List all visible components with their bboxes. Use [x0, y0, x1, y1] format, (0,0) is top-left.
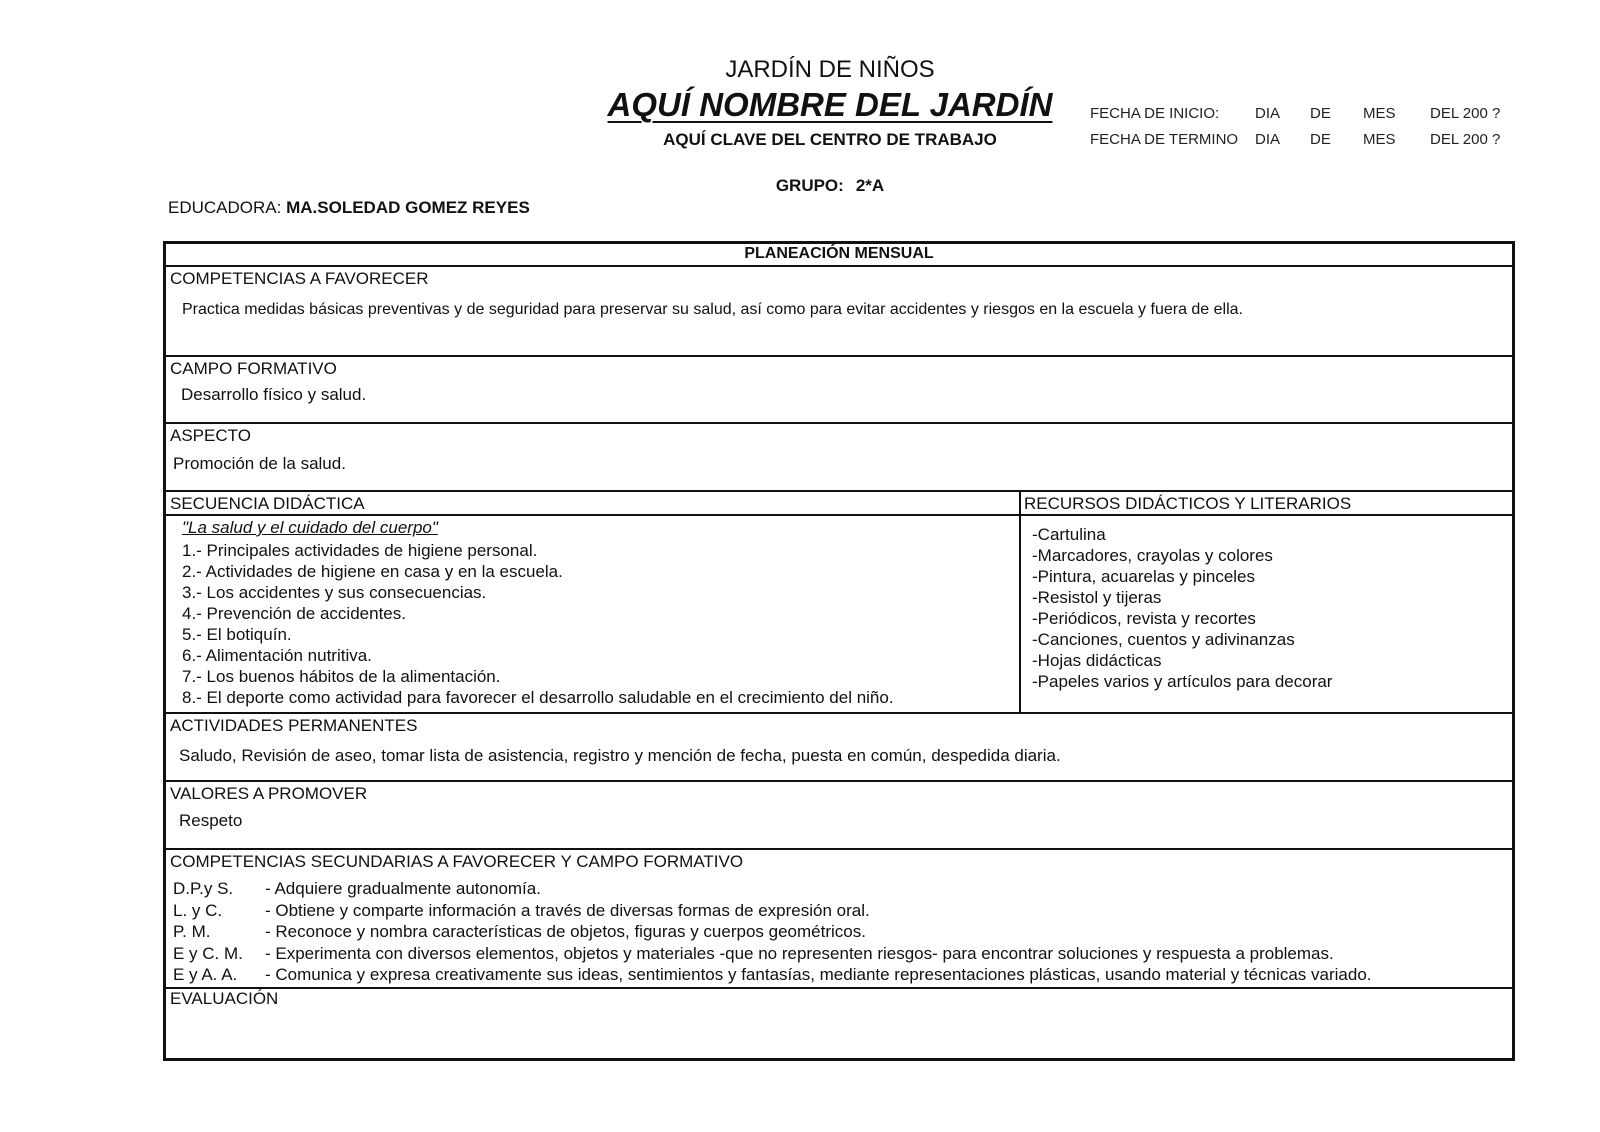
group-value: 2*A [855, 176, 885, 195]
teacher [168, 198, 530, 218]
campo-text: Desarrollo físico y salud. [181, 385, 367, 404]
list-item: 8.- El deporte como actividad para favorecer el desarrollo saludable en el crecimiento del niño. [182, 688, 894, 707]
teacher-name: MA.SOLEDAD GOMEZ REYES [286, 198, 530, 217]
school-name-text: AQUÍ NOMBRE DEL JARDÍN [607, 86, 1053, 123]
divider [166, 490, 1512, 492]
school-label: JARDÍN DE NIÑOS [725, 56, 935, 83]
list-item: -Papeles varios y artículos para decorar [1032, 672, 1333, 691]
aspecto-text: Promoción de la salud. [173, 454, 346, 473]
actividades-label: ACTIVIDADES PERMANENTES [170, 716, 418, 735]
school-code: AQUÍ CLAVE DEL CENTRO DE TRABAJO [663, 130, 997, 149]
end-date-row [1090, 131, 1510, 151]
field-code: P. M. [173, 922, 211, 941]
actividades-text: Saludo, Revisión de aseo, tomar lista de asistencia, registro y mención de fecha, puesta en común, despedida diaria. [179, 746, 1061, 765]
divider [166, 712, 1512, 714]
start-month: MES [1363, 105, 1396, 122]
start-date-label: FECHA DE INICIO: [1090, 105, 1220, 122]
divider [166, 848, 1512, 850]
field-code: L. y C. [173, 900, 223, 920]
valores-text: Respeto [179, 811, 243, 830]
field-code: E y A. A. [173, 965, 238, 984]
competence-text: - Obtiene y comparte información a través de diversas formas de expresión oral. [265, 900, 870, 920]
list-item [173, 878, 1372, 900]
end-de: DE [1310, 131, 1331, 148]
end-day: DIA [1255, 131, 1281, 148]
teacher-label: EDUCADORA: [168, 198, 282, 217]
list-item [173, 900, 1372, 922]
school-name [560, 86, 1100, 124]
field-code: E y C. M. [173, 943, 243, 963]
start-de: DE [1310, 105, 1331, 122]
list-item: -Periódicos, revista y recortes [1032, 609, 1256, 628]
list-item: -Pintura, acuarelas y pinceles [1032, 567, 1256, 586]
list-item: -Hojas didácticas [1032, 651, 1162, 670]
secuencia-topic-text: "La salud y el cuidado del cuerpo" [182, 518, 438, 537]
campo-label: CAMPO FORMATIVO [170, 359, 337, 378]
secuencia-topic [182, 518, 438, 538]
list-item: 4.- Prevención de accidentes. [182, 604, 406, 623]
list-item: 5.- El botiquín. [182, 625, 292, 644]
recursos-label: RECURSOS DIDÁCTICOS Y LITERARIOS [1024, 494, 1352, 513]
group-label: GRUPO: [775, 176, 844, 195]
list-item: 7.- Los buenos hábitos de la alimentación. [182, 667, 501, 686]
column-divider [1019, 490, 1021, 714]
competencias-label: COMPETENCIAS A FAVORECER [170, 269, 429, 288]
list-item [173, 921, 1372, 943]
start-day: DIA [1255, 105, 1281, 122]
list-item: -Canciones, cuentos y adivinanzas [1032, 630, 1295, 649]
list-item: 6.- Alimentación nutritiva. [182, 646, 372, 665]
table-title: PLANEACIÓN MENSUAL [744, 245, 934, 262]
evaluacion-label: EVALUACIÓN [170, 989, 279, 1008]
divider [166, 265, 1512, 267]
list-item: -Resistol y tijeras [1032, 588, 1162, 607]
list-item [173, 943, 1372, 965]
competence-text: - Experimenta con diversos elementos, objetos y materiales -que no representen riesgos- para encontrar soluciones y respuesta a problemas. [265, 943, 1334, 963]
end-month: MES [1363, 131, 1396, 148]
divider [166, 514, 1512, 516]
end-year: DEL 200 ? [1430, 131, 1501, 148]
group [560, 176, 1100, 196]
secundarias-label: COMPETENCIAS SECUNDARIAS A FAVORECER Y CAMPO FORMATIVO [170, 852, 744, 871]
field-code: D.P.y S. [173, 879, 234, 898]
start-year: DEL 200 ? [1430, 105, 1501, 122]
start-date-row [1090, 105, 1510, 125]
secuencia-list [182, 540, 894, 708]
competencias-text: Practica medidas básicas preventivas y de seguridad para preservar su salud, así como para evitar accidentes y riesgos en la escuela y fuera de ella. [182, 301, 1243, 318]
competence-text: - Adquiere gradualmente autonomía. [265, 879, 541, 898]
list-item: 1.- Principales actividades de higiene personal. [182, 541, 538, 560]
list-item [173, 964, 1372, 986]
list-item: -Cartulina [1032, 525, 1106, 544]
list-item: 3.- Los accidentes y sus consecuencias. [182, 583, 487, 602]
recursos-list [1032, 524, 1332, 692]
divider [166, 355, 1512, 357]
divider [166, 780, 1512, 782]
valores-label: VALORES A PROMOVER [170, 784, 368, 803]
competence-text: - Reconoce y nombra características de objetos, figuras y cuerpos geométricos. [265, 922, 866, 941]
list-item: 2.- Actividades de higiene en casa y en la escuela. [182, 562, 563, 581]
divider [166, 422, 1512, 424]
aspecto-label: ASPECTO [170, 426, 251, 445]
secuencia-label: SECUENCIA DIDÁCTICA [170, 494, 365, 513]
planning-table [163, 241, 1515, 1061]
secundarias-list [173, 878, 1372, 986]
end-date-label: FECHA DE TERMINO [1090, 131, 1239, 148]
list-item: -Marcadores, crayolas y colores [1032, 546, 1273, 565]
divider [166, 987, 1512, 989]
competence-text: - Comunica y expresa creativamente sus ideas, sentimientos y fantasías, mediante representaciones plásticas, usando material y técnicas variado. [265, 965, 1372, 984]
